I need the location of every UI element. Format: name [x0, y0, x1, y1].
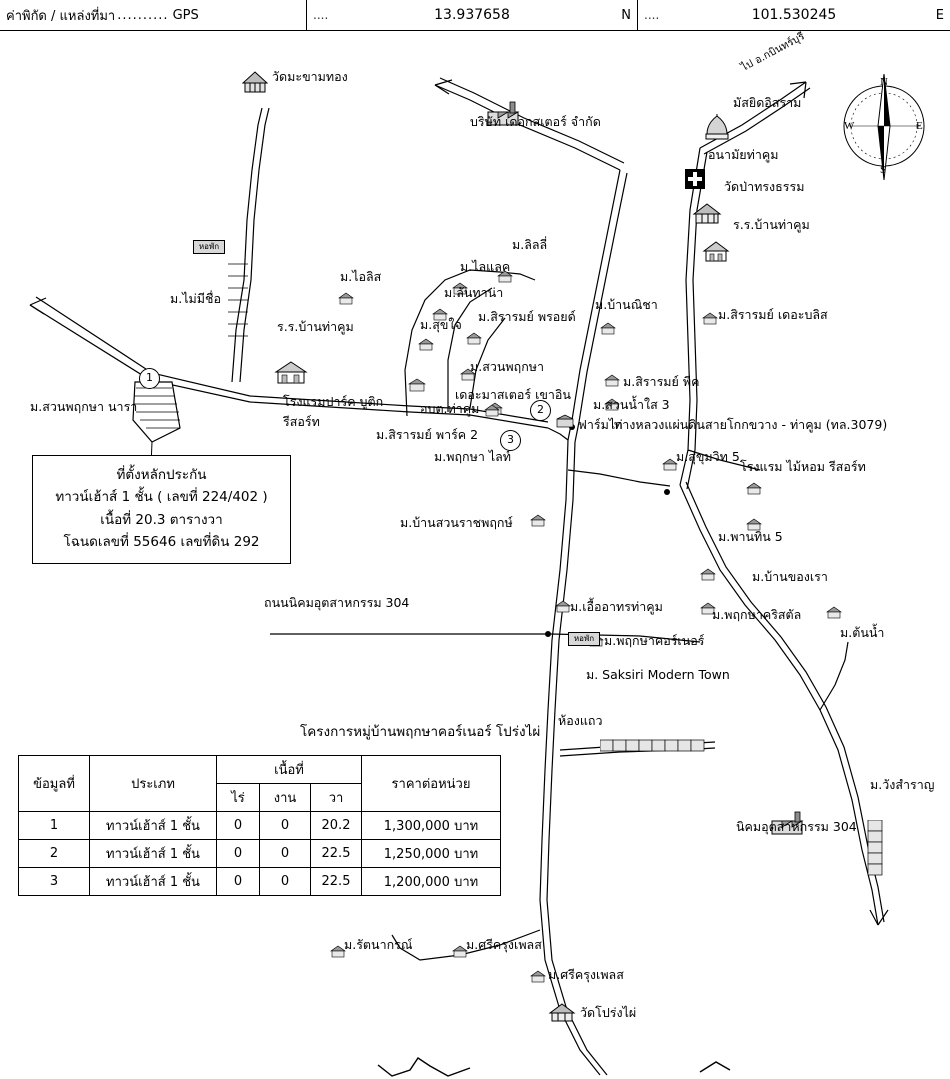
label-mu-lilac: ม.ไลแลค [460, 259, 511, 274]
rowhouse-icon-hong-thaeo [600, 736, 710, 754]
label-masyid-itsaram: มัสยิดอิสราม [733, 95, 802, 110]
header-source-label: ค่าพิกัด / แหล่งที่มา [6, 8, 116, 24]
table-row [19, 868, 501, 896]
label-mu-phruksa-light: ม.พฤกษา ไลท์ [434, 449, 512, 464]
label-mu-phanthin-5: ม.พานทิน 5 [718, 529, 783, 544]
cell-price: 1,200,000 บาท [362, 868, 501, 896]
rowhouse-icon-nikhom-strip [866, 820, 886, 880]
label-mu-sri-khrung-2: ม.ศรีครุงเพลส [548, 967, 624, 982]
label-mu-suan-phruksa: ม.สวนพฤกษา [470, 359, 545, 374]
map-canvas [0, 30, 950, 1079]
label-borisat-dexter: บริษัท เดอกสเตอร์ จำกัด [470, 114, 601, 129]
label-anamai-thakhum: อนามัยท่าคูม [708, 147, 779, 162]
hor-phak-label-2: หอพัก [573, 634, 595, 643]
collateral-title: ที่ตั้งหลักประกัน [116, 467, 207, 483]
cell-price: 1,300,000 บาท [362, 812, 501, 840]
th-price: ราคาต่อหน่วย [362, 756, 501, 812]
header-longitude-value: 101.530245 [751, 7, 837, 23]
label-mu-lanthana: ม.ลันทาน่า [444, 285, 504, 300]
label-mu-saksiri: ม. Saksiri Modern Town [586, 667, 730, 682]
label-ban-suan-ratchaphruek: ม.บ้านสวนราชพฤกษ์ [400, 515, 513, 530]
village-icon-maihom-resort [746, 482, 762, 495]
village-icon-mu-sirarom-proud [466, 332, 482, 345]
label-ban-khong-rao: ม.บ้านของเรา [752, 569, 828, 584]
label-mu-wang-sam-rao: ม.วังสำราญ [870, 777, 935, 792]
village-icon-mu-sirarom-peak [604, 374, 620, 387]
cell-wa: 22.5 [311, 868, 362, 896]
price-table-title: โครงการหมู่บ้านพฤกษาคอร์เนอร์ โปร่งไผ่ [300, 724, 541, 740]
label-farm-kai: ฟาร์มไก่ [578, 417, 623, 432]
label-mu-sirarom-peak: ม.สิรารมย์ พีค [623, 374, 700, 389]
table-row [19, 840, 501, 868]
collateral-area: เนื้อที่ 20.3 ตารางวา [100, 511, 223, 528]
collateral-type: ทาวน์เฮ้าส์ 1 ชั้น ( เลขที่ 224/402 ) [55, 489, 268, 506]
parcel-grid-icon [226, 258, 254, 344]
cell-price: 1,250,000 บาท [362, 840, 501, 868]
compass-south-label: S [880, 164, 887, 176]
village-icon-mu-sirarom-deublis [702, 312, 718, 325]
label-mu-mai-mi-chue: ม.ไม่มีชื่อ [170, 291, 221, 306]
cell-type: ทาวน์เฮ้าส์ 1 ชั้น [90, 868, 217, 896]
village-icon-mu-supjai [418, 338, 434, 351]
cell-type: ทาวน์เฮ้าส์ 1 ชั้น [90, 840, 217, 868]
label-mu-uea-athon: ม.เอื้ออาทรท่าคูม [570, 599, 663, 614]
label-pai-kabinburi: ไป อ.กบินทร์บุรี [739, 30, 807, 74]
header-latitude-suffix: N [621, 7, 631, 23]
village-icon-ban-khong-rao [700, 568, 716, 581]
label-mu-supjai: ม.สุขใจ [420, 317, 462, 332]
health-clinic-icon-anamai [684, 168, 706, 190]
compass-rose [836, 68, 932, 186]
th-area: เนื้อที่ [217, 756, 362, 784]
temple-icon-wat-makham-thong [240, 70, 270, 96]
farm-icon-chicken [556, 414, 574, 428]
label-mu-sirarom-deublis: ม.สิรารมย์ เดอะบลิส [718, 307, 828, 322]
cell-rai: 0 [217, 840, 260, 868]
label-mu-sukhumwit-5: ม.สุขุมวิท 5 [676, 449, 740, 464]
cell-rai: 0 [217, 812, 260, 840]
header-longitude-suffix: E [935, 7, 944, 23]
label-rr-ban-thakhum-right: ร.ร.บ้านท่าคูม [733, 217, 810, 232]
label-hotel-park-boutique: โรงแรมปาร์ค บูติก [283, 394, 384, 409]
label-hong-thaeo: ห้องแถว [558, 713, 603, 728]
label-mu-suan-phruksa-nara: ม.สวนพฤกษา นารา [30, 399, 138, 414]
cell-no: 1 [19, 812, 90, 840]
cell-wa: 20.2 [311, 812, 362, 840]
label-mu-hananicha: ม.บ้านณิชา [595, 297, 658, 312]
label-the-master-khaoyai: เดอะมาสเตอร์ เขาอิน [455, 387, 571, 402]
price-table [18, 755, 501, 896]
header-lon-dots: .... [644, 8, 660, 22]
hor-phak-label-1: หอพัก [198, 242, 220, 251]
cell-type: ทาวน์เฮ้าส์ 1 ชั้น [90, 812, 217, 840]
label-ton-nam: ม.ต้นน้ำ [840, 625, 885, 640]
label-obt-thakhum: อบต.ท่าคูม [420, 401, 480, 416]
route-marker-1[interactable]: 1 [139, 368, 160, 389]
header-dots-1: .......... [117, 7, 169, 23]
school-icon-ban-thakhum-right [702, 240, 730, 264]
header-latitude-cell [307, 0, 638, 30]
label-mu-iris: ม.ไอลิส [340, 269, 382, 284]
route-marker-3[interactable]: 3 [500, 430, 521, 451]
village-icon-mu-hananicha [600, 322, 616, 335]
village-icon-sri-khrung-2 [530, 970, 546, 983]
label-wat-pa-song-tham: วัดป่าทรงธรรม [724, 179, 805, 194]
label-wat-makham-thong: วัดมะขามทอง [272, 69, 348, 84]
cell-no: 3 [19, 868, 90, 896]
cell-ngan: 0 [260, 868, 311, 896]
dorm-icon-hor-phak-2 [568, 632, 600, 646]
label-mu-sri-khrung-1: ม.ศรีครุงเพลส [466, 937, 542, 952]
th-type: ประเภท [90, 756, 217, 812]
village-icon-obt-thakhum [484, 404, 500, 417]
compass-north-label: N [880, 76, 888, 88]
label-mu-phruksa-corner: ม.พฤกษาคอร์เนอร์ [604, 633, 705, 648]
label-resort: รีสอร์ท [283, 414, 320, 429]
coordinate-header [0, 0, 950, 31]
header-gps-value: GPS [172, 7, 199, 23]
label-mu-sirarom-park: ม.สิรารมย์ พาร์ค 2 [376, 427, 479, 442]
label-mu-suan-nam-sai: ม.สวนน้ำใส 3 [593, 397, 670, 412]
cell-rai: 0 [217, 868, 260, 896]
collateral-deed: โฉนดเลขที่ 55646 เลขที่ดิน 292 [63, 533, 260, 550]
cell-ngan: 0 [260, 840, 311, 868]
temple-icon-wat-pa-song-tham [692, 202, 722, 226]
table-row [19, 812, 501, 840]
label-highway-3079: ทางหลวงแผ่นดินสายโกกขวาง - ท่าคูม (ทล.3079) [614, 417, 888, 432]
village-icon-mu-iris [338, 292, 354, 305]
header-longitude-cell [638, 0, 950, 30]
village-icon-uea-athon [555, 600, 571, 613]
header-latitude-value: 13.937658 [434, 7, 510, 23]
compass-east-label: E [916, 120, 923, 132]
cell-no: 2 [19, 840, 90, 868]
label-mu-lily: ม.ลิลลี่ [512, 237, 548, 252]
route-marker-2[interactable]: 2 [530, 400, 551, 421]
label-mu-rattanakorn: ม.รัตนากรณ์ [344, 937, 413, 952]
th-ngan: งาน [260, 784, 311, 812]
th-wa: วา [311, 784, 362, 812]
village-icon-ban-suan-ratchaphruek [530, 514, 546, 527]
header-lat-dots: .... [313, 8, 329, 22]
collateral-info-box [32, 455, 291, 564]
price-table-header-row [19, 756, 501, 784]
label-wat-prong-phai: วัดโปร่งไผ่ [580, 1005, 637, 1020]
label-rr-ban-thakhum-left: ร.ร.บ้านท่าคูม [277, 319, 354, 334]
dorm-icon-hor-phak-1 [193, 240, 225, 254]
mosque-icon-masyid-itsaram [703, 114, 731, 140]
cell-ngan: 0 [260, 812, 311, 840]
label-phruksa-crystal: ม.พฤกษาคริสตัล [712, 607, 802, 622]
th-rai: ไร่ [217, 784, 260, 812]
label-maihom-resort: โรงแรม ไม้หอม รีสอร์ท [740, 459, 866, 474]
label-mu-sirarom-proud: ม.สิรารมย์ พรอยด์ [478, 309, 576, 324]
cell-wa: 22.5 [311, 840, 362, 868]
village-icon-hotel-park-boutique [408, 378, 426, 392]
village-icon-ton-nam [826, 606, 842, 619]
temple-icon-wat-prong-phai [548, 1002, 576, 1024]
label-thanon-nikhom-304: ถนนนิคมอุตสาหกรรม 304 [264, 595, 410, 610]
header-source-cell [0, 0, 307, 30]
school-icon-ban-thakhum-left [274, 360, 308, 386]
th-no: ข้อมูลที่ [19, 756, 90, 812]
label-nikhom-304: นิคมอุตสาหกรรม 304 [736, 819, 857, 834]
compass-west-label: W [844, 120, 855, 132]
